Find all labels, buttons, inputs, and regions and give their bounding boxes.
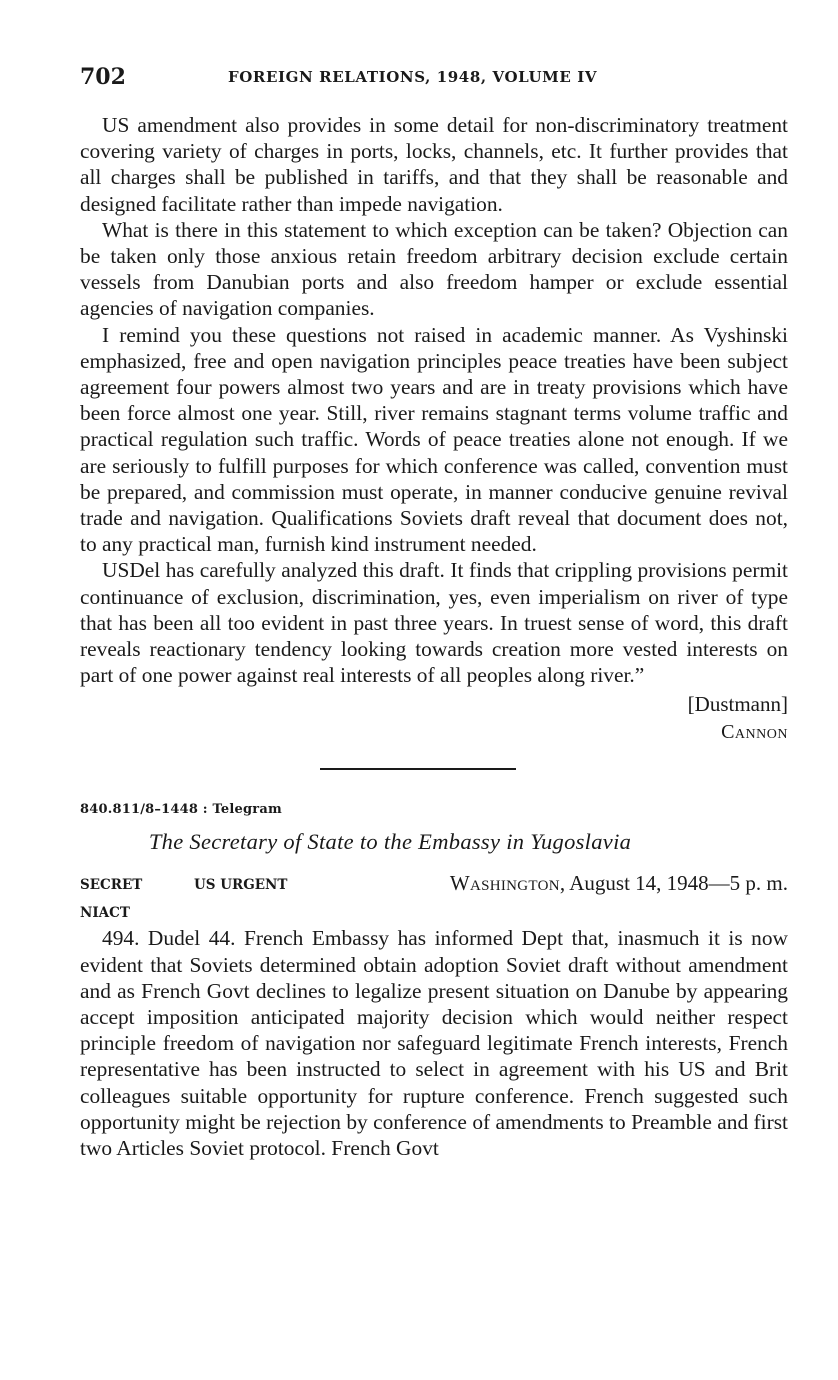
signer-name: Cannon — [721, 721, 788, 744]
dateline-place: Washington — [449, 871, 560, 896]
body-paragraph: What is there in this statement to which exception can be taken? Objection can be taken only those anxious retain freedom arbitrary decision exclude certain vessels from Danubian ports and also freedom hamper or exclude essential agencies of navigation companies. — [80, 217, 788, 321]
body-paragraph: 494. Dudel 44. French Embassy has informed Dept that, inasmuch it is now evident that Soviets determined obtain adoption Soviet draft without amendment and as French Govt declines to legalize present situation on Danube by appearing accept imposition anticipated majority decision which would neither respect principle freedom of navigation nor safeguard legitimate French interests, French representative has been instructed to select in agreement with his US and Brit colleagues suitable opportunity for rupture conference. French suggested such opportunity might be rejection by conference of amendments to Preamble and first two Articles Soviet protocol. French Govt — [80, 926, 788, 1161]
file-number: 840.811/8–1448 : Telegram — [80, 802, 282, 818]
running-header — [80, 64, 788, 98]
body-paragraph: USDel has carefully analyzed this draft. It finds that crippling provisions permit continuance of exclusion, discrimination, yes, even imperialism on river of type that has been all too evident in past three years. In truest sense of word, this draft reveals reactionary tendency looking towards creation more vested interests on part of one power against real interests of all peoples along river.” — [80, 558, 788, 688]
address-line: NIACT — [80, 905, 130, 922]
body-paragraph: US amendment also provides in some detail for non-discriminatory treatment covering variety of charges in ports, locks, channels, etc. It further provides that all charges shall be published in tariffs, and that they shall be reasonable and designed facilitate rather than impede navigation. — [80, 113, 788, 216]
signature-block — [80, 690, 788, 746]
dateline-date: , August 14, 1948—5 p. m. — [559, 871, 788, 896]
telegram-header — [80, 871, 788, 899]
bracketed-name: [Dustmann] — [687, 692, 788, 717]
classification-label: SECRET — [80, 877, 143, 894]
document-page — [80, 64, 788, 1161]
page-number: 702 — [80, 64, 126, 90]
body-paragraph: I remind you these questions not raised in academic manner. As Vyshinski emphasized, free and open navigation principles peace treaties have been subject agreement four powers almost two years and are in treaty provisions which have been force almost one year. Still, river remains stagnant terms volume traffic and practical regulation such traffic. Words of peace treaties alone not enough. If we are seriously to fulfill purposes for which conference was called, convention must be prepared, and commission must operate, in manner conducive genuine revival trade and navigation. Qualifications Soviets draft reveal that document does not, to any practical man, furnish kind instrument needed. — [80, 322, 788, 557]
priority-label: US URGENT — [194, 877, 288, 894]
first-document-body — [80, 112, 788, 688]
running-title: FOREIGN RELATIONS, 1948, VOLUME IV — [228, 68, 598, 86]
dateline — [450, 871, 788, 896]
document-title: The Secretary of State to the Embassy in Yugoslavia — [148, 829, 632, 855]
section-divider — [320, 768, 516, 770]
